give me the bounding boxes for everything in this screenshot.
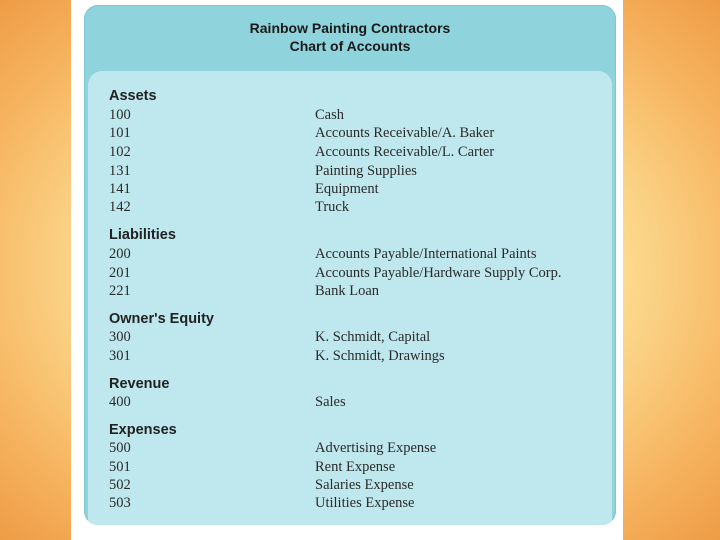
account-name: Truck [315,199,350,215]
account-name: Rent Expense [315,459,396,475]
chart-of-accounts-card [84,5,616,525]
account-name: Accounts Payable/International Paints [315,246,537,262]
account-number: 501 [109,459,131,475]
section-heading-row [88,421,612,439]
account-number: 101 [109,125,131,141]
company-name: Rainbow Painting Contractors [249,20,451,36]
account-number: 142 [109,199,131,215]
section-heading: Assets [109,88,157,104]
account-name: K. Schmidt, Drawings [315,348,445,364]
account-number: 201 [109,265,131,281]
account-name: Salaries Expense [315,477,414,493]
section-heading-row [88,87,612,105]
account-row [88,458,612,476]
account-number: 131 [109,163,131,179]
card-header [84,5,616,71]
accounts-list [88,71,612,525]
account-number: 300 [109,329,131,345]
section-heading: Liabilities [109,227,176,243]
section-heading: Revenue [109,376,170,392]
account-row [88,198,612,216]
section-heading: Expenses [109,422,177,438]
document-title: Chart of Accounts [289,38,411,54]
account-row [88,245,612,263]
account-number: 400 [109,394,131,410]
account-number: 503 [109,495,131,511]
account-row [88,282,612,300]
account-name: Accounts Payable/Hardware Supply Corp. [315,265,562,281]
account-row [88,347,612,365]
account-number: 500 [109,440,131,456]
account-row [88,328,612,346]
account-row [88,180,612,198]
account-row [88,106,612,124]
account-row [88,393,612,411]
account-name: Accounts Receivable/A. Baker [315,125,495,141]
account-name: Sales [315,394,346,410]
account-name: K. Schmidt, Capital [315,329,431,345]
account-row [88,494,612,512]
section-heading-row [88,310,612,328]
account-number: 100 [109,107,131,123]
account-number: 502 [109,477,131,493]
account-row [88,124,612,142]
account-number: 102 [109,144,131,160]
section-heading-row [88,375,612,393]
account-number: 200 [109,246,131,262]
account-name: Advertising Expense [315,440,437,456]
section-heading: Owner's Equity [109,311,214,327]
account-row [88,162,612,180]
account-row [88,143,612,161]
account-number: 141 [109,181,131,197]
account-row [88,264,612,282]
account-number: 221 [109,283,131,299]
account-name: Equipment [315,181,379,197]
account-row [88,476,612,494]
account-name: Utilities Expense [315,495,415,511]
account-number: 301 [109,348,131,364]
account-name: Cash [315,107,344,123]
account-name: Accounts Receivable/L. Carter [315,144,495,160]
account-name: Painting Supplies [315,163,417,179]
account-row [88,439,612,457]
section-heading-row [88,226,612,244]
account-name: Bank Loan [315,283,380,299]
